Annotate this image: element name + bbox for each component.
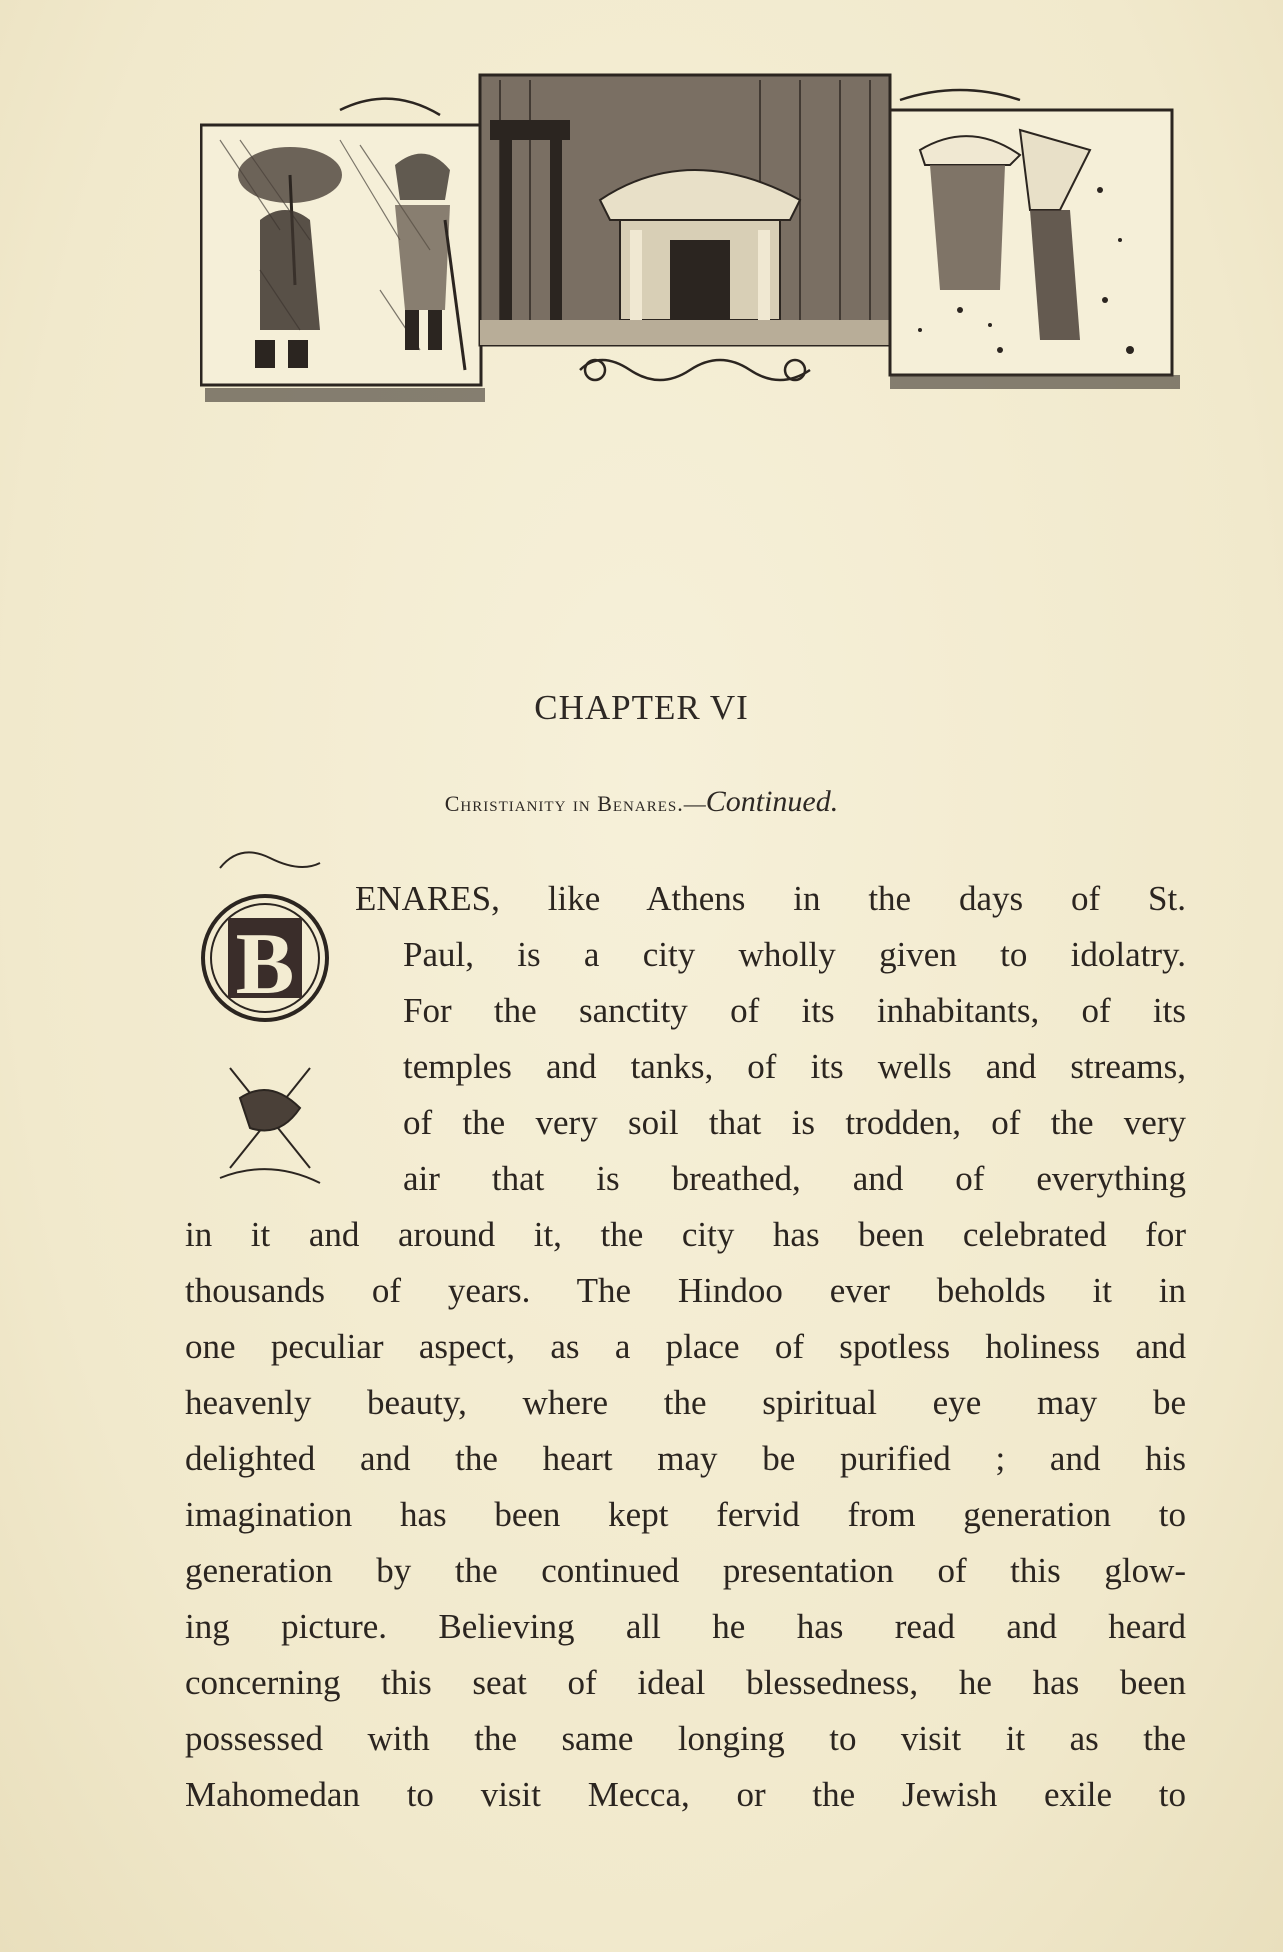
body-line: Paul, is a city wholly given to idolatry.: [403, 935, 1186, 974]
subtitle-continued: Continued.: [705, 785, 839, 818]
body-line: one peculiar aspect, as a place of spotless holiness and: [185, 1327, 1186, 1366]
body-line: For the sanctity of its inhabitants, of its: [403, 991, 1186, 1030]
chapter-header-illustration: [200, 70, 1182, 410]
figures-in-rain-panel: [201, 125, 485, 402]
chapter-title: CHAPTER VI: [534, 688, 749, 727]
body-line: of the very soil that is trodden, of the very: [403, 1103, 1186, 1142]
subtitle-smallcaps: Christianity in Benares.: [444, 791, 684, 816]
body-line: possessed with the same longing to visit it as the: [185, 1719, 1186, 1758]
body-line: air that is breathed, and of everything: [403, 1159, 1186, 1198]
body-line: delighted and the heart may be purified ; and his: [185, 1439, 1186, 1478]
body-line: Mahomedan to visit Mecca, or the Jewish exile to: [185, 1775, 1186, 1814]
temple-gate-panel: [480, 75, 890, 345]
drop-cap-letter: B: [235, 916, 295, 1013]
body-line: temples and tanks, of its wells and streams,: [403, 1047, 1186, 1086]
body-line: imagination has been kept fervid from generation to: [185, 1495, 1186, 1534]
subtitle-dash: —: [683, 791, 706, 816]
body-line: generation by the continued presentation of this glow-: [185, 1551, 1186, 1590]
body-line: in it and around it, the city has been celebrated for: [185, 1215, 1186, 1254]
hooded-figures-panel: [890, 110, 1180, 389]
chapter-subtitle: [0, 785, 1283, 819]
body-line: ing picture. Believing all he has read and heard: [185, 1607, 1186, 1646]
ornamental-drop-cap: [200, 838, 342, 1193]
body-line: concerning this seat of ideal blessedness, he has been: [185, 1663, 1186, 1702]
body-line: thousands of years. The Hindoo ever beholds it in: [185, 1271, 1186, 1310]
body-line: ENARES, like Athens in the days of St.: [355, 879, 1186, 918]
body-line: heavenly beauty, where the spiritual eye may be: [185, 1383, 1186, 1422]
